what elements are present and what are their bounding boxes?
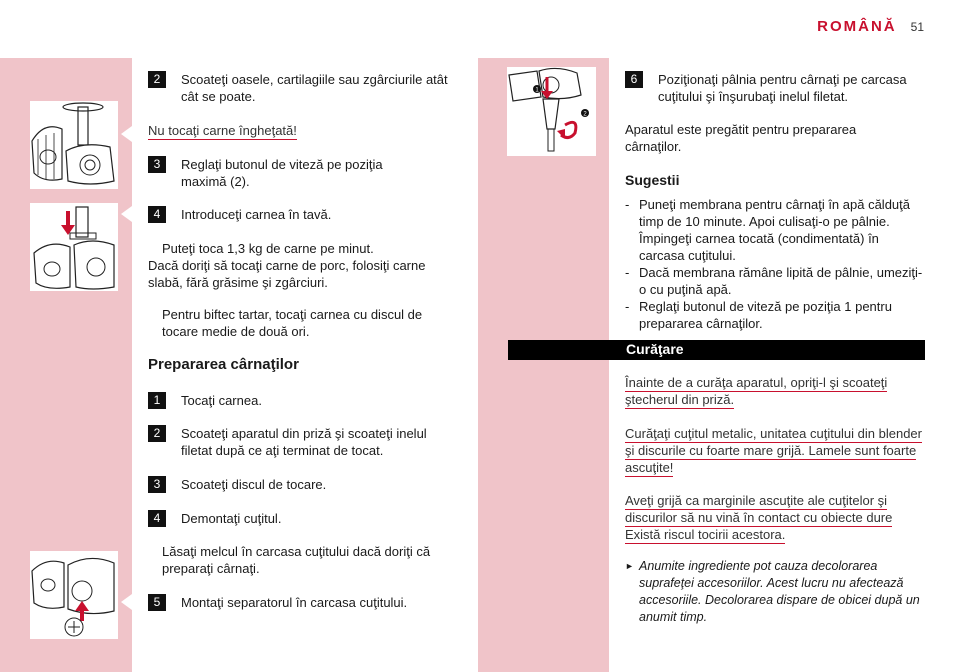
tips-list (625, 196, 925, 332)
note-arrow-icon: ► (625, 561, 634, 571)
figure-label-2: 2 (583, 111, 587, 118)
step-number: 2 (148, 425, 166, 442)
tip-pork: Dacă doriţi să tocaţi carne de porc, folosiţi carne slabă, fără grăsime şi zgârciuri. (148, 258, 426, 290)
grinder-figure-3 (30, 551, 118, 639)
step-text: Montaţi separatorul în carcasa cuţitului. (181, 595, 408, 610)
sausage-funnel-figure (507, 67, 596, 156)
step-number: 3 (148, 476, 166, 493)
page-number: 51 (910, 20, 924, 34)
step-number: 2 (148, 71, 166, 88)
note-text: Anumite ingrediente pot cauza decolorarea suprafeţei accesoriilor. Acest lucru nu afectează accesoriile. Decolorarea dispare de obicei după un anumit timp. (639, 559, 920, 624)
section-heading-sausage: Prepararea cârnaţilor (148, 356, 299, 373)
grinder-figure-2 (30, 203, 118, 291)
figure-pointer-3 (121, 594, 132, 610)
page-header (817, 18, 924, 35)
step-number: 6 (625, 71, 643, 88)
step-text: Poziţionaţi pâlnia pentru cârnaţi pe carcasa cuţitului şi înşurubaţi inelul filetat. (658, 72, 907, 104)
step-number: 5 (148, 594, 166, 611)
tip-tartar: Pentru biftec tartar, tocaţi carnea cu discul de tocare medie de două ori. (162, 307, 423, 339)
step-text: Reglaţi butonul de viteză pe poziţia maximă (2). (181, 157, 383, 189)
step-text: Tocaţi carnea. (181, 393, 262, 408)
step-text: Scoateţi discul de tocare. (181, 477, 327, 492)
ready-text: Aparatul este pregătit pentru prepararea cârnaţilor. (625, 122, 857, 154)
warning-edges: Aveţi grijă ca marginile ascuţite ale cuţitelor şi discurilor să nu vină în contact cu obiecte dure Există riscul tocirii acestora. (625, 493, 893, 542)
step-text: Demontaţi cuţitul. (181, 511, 282, 526)
step-text: Scoateţi oasele, cartilagiile sau zgârciurile atât cât se poate. (181, 72, 448, 104)
warning-blades: Curăţaţi cuţitul metalic, unitatea cuţitului din blender şi discurile cu foarte mare grijă. Lamele sunt foarte ascuţite! (625, 426, 922, 475)
step-number: 1 (148, 392, 166, 409)
figure-pointer-2 (121, 206, 132, 222)
step-text: Introduceţi carnea în tavă. (181, 207, 332, 222)
step-number: 4 (148, 206, 166, 223)
tip-item: - Puneţi membrana pentru cârnaţi în apă călduţă timp de 10 minute. Apoi culisaţi-o pe pâlnie. Împingeţi carnea tocată (condimentată) în carcasa cuţitului. (625, 196, 925, 264)
tip-rate: Puteţi toca 1,3 kg de carne pe minut. (162, 241, 374, 256)
step-number: 4 (148, 510, 166, 527)
language-label: ROMÂNĂ (817, 18, 897, 35)
tip-worm: Lăsaţi melcul în carcasa cuţitului dacă doriţi că preparaţi cârnaţi. (162, 544, 431, 576)
warning-frozen-meat: Nu tocaţi carne îngheţată! (148, 123, 297, 138)
warning-unplug: Înainte de a curăţa aparatul, opriţi-l şi scoateţi ştecherul din priză. (625, 375, 888, 407)
cleaning-heading: Curăţare (626, 341, 684, 357)
tips-heading: Sugestii (625, 172, 680, 188)
figure-pointer-1 (121, 126, 132, 142)
grinder-figure-1 (30, 101, 118, 189)
figure-label-1: 1 (535, 87, 539, 94)
tip-item: - Dacă membrana rămâne lipită de pâlnie, umeziţi-o cu puţină apă. (625, 264, 925, 298)
step-text: Scoateţi aparatul din priză şi scoateţi inelul filetat după ce aţi terminat de tocat. (181, 426, 427, 458)
step-number: 3 (148, 156, 166, 173)
tip-item: - Reglaţi butonul de viteză pe poziţia 1 pentru prepararea cârnaţilor. (625, 298, 925, 332)
cleaning-section-bar (508, 340, 925, 360)
